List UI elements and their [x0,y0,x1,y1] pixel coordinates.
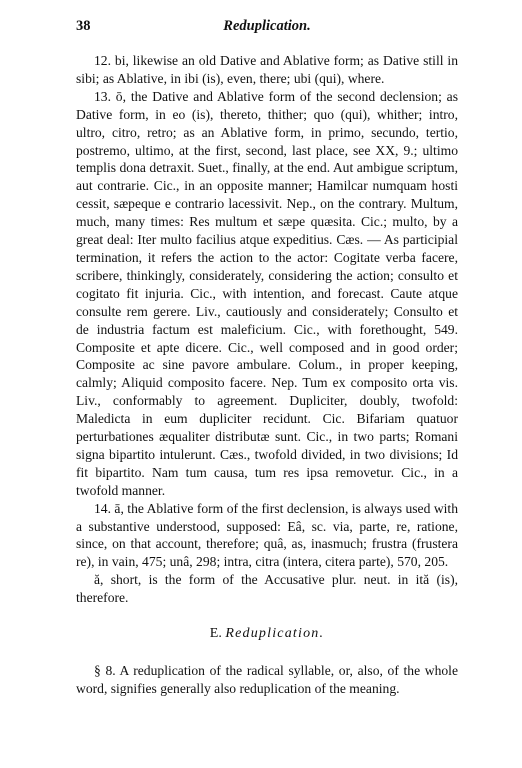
section-letter: E. [209,626,222,642]
section-title: Reduplication. [225,626,325,642]
page-body [76,52,458,698]
paragraph-12: 12. bi, likewise an old Dative and Ablative form; as Dative still in sibi; as Ablative, in ibi (is), even, there; ubi (qui), where. [76,53,458,86]
paragraph-section-8: § 8. A reduplication of the radical syllable, or, also, of the whole word, signifies generally also reduplication of the meaning. [76,663,458,696]
section-heading [76,625,458,643]
page-number: 38 [76,18,91,34]
paragraph-13: 13. ō, the Dative and Ablative form of the second declension; as Dative form, in eo (is), thereto, thither; quo (qui), whither; intro, ultro, citro, retro; as an Ablative form, in primo, secundo, tertio, postremo, ultimo, at the first, second, last place, see XX, 9.; ultimo templis dona detraxit. Suet., finally, at the end. Aut ambigue scriptum, aut contrarie. Cic., in an opposite manner; Hamilcar numquam hosti cessit, sæpeque e contrario lacessivit. Nep., on the contrary. Multum, much, many times: Res multum et sæpe quæsita. Cic.; multo, by a great deal: Iter multo facilius atque expeditius. Cæs. — As participial termination, it refers the action to the actor: Cogitate verba facere, scribere, thinkingly, considerately, considering the action; consulto et cogitato fit injuria. Cic., with intention, and forecast. Caute atque consulte rem gerere. Liv., cautiously and considerately; Consulto et de industria factum est maleficium. Cic., with forethought, 549. Composite et apte dicere. Cic., well composed and in good order; Composite ac sine pavore ambulare. Colum., in proper keeping, calmly; Aliquid composito facere. Nep. Tum ex composito orta vis. Liv., conformably to agreement. Dupliciter, doubly, twofold: Maledicta in eum dupliciter recidunt. Cic. Bifariam quatuor perturbationes æqualiter distributæ sunt. Cic., in two parts; Romani signa bipartito intulerunt. Cæs., twofold divided, in two divisions; Id fit bipartito. Nam tum causa, tum res ipsa removetur. Cic., in a twofold manner. [76,88,458,498]
paragraph-short-a: ă, short, is the form of the Accusative plur. neut. in ită (is), therefore. [76,572,458,606]
paragraph-14: 14. ā, the Ablative form of the first declension, is always used with a substantive understood, supposed: Eâ, sc. via, parte, re, ratione, since, on that account, therefore; quâ, as, inasmuch; frustra (frustera re), in vain, 475; unâ, 298; intra, citra (intera, citera parte), 570, 205. [76,500,458,570]
page-header [76,18,458,38]
running-title: Reduplication. [223,18,311,34]
